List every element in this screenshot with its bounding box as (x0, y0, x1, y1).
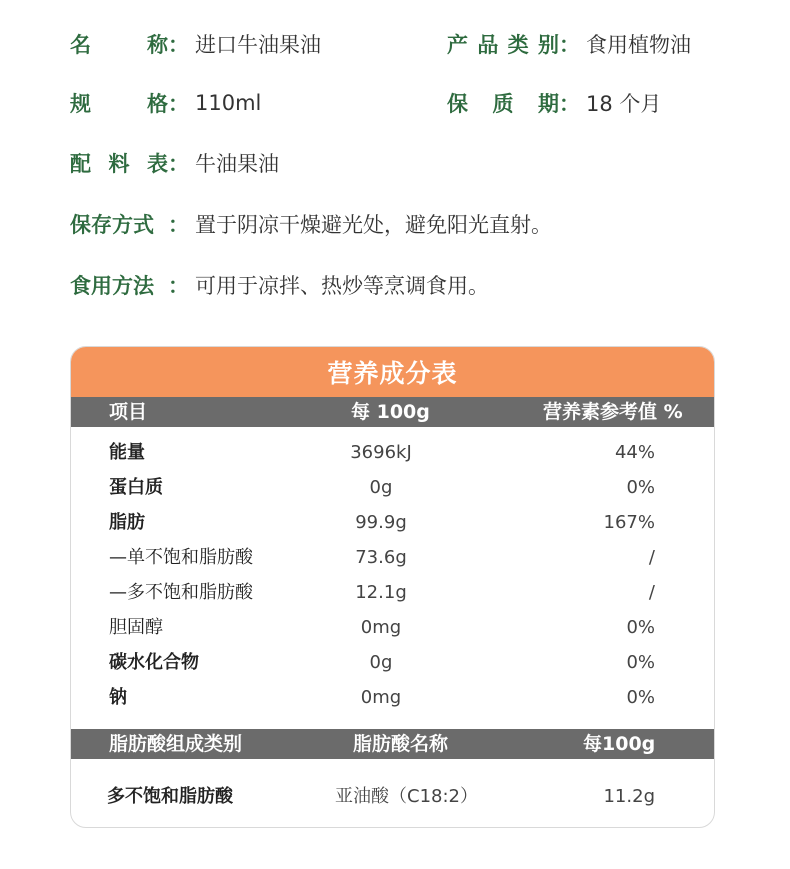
nutrition-row (71, 575, 714, 610)
product-name-value: 进口牛油果油 (195, 33, 321, 57)
row-nrv: / (648, 547, 655, 568)
spec-value: 110ml (195, 91, 262, 115)
header-fatty-name: 脂肪酸名称 (353, 733, 449, 755)
colon: ： (168, 152, 189, 176)
nutrition-row (71, 435, 714, 470)
row-name: 脂肪 (109, 512, 145, 533)
colon: ： (168, 92, 189, 116)
row-nrv: 44% (614, 442, 655, 463)
fatty-acid-header (71, 729, 714, 759)
usage-label: 食用方法 (70, 274, 154, 298)
shelf-life-value: 18 个月 (586, 92, 662, 116)
row-name: 碳水化合物 (109, 652, 199, 673)
shelf-life-row (447, 86, 661, 120)
row-nrv: 0% (626, 617, 655, 638)
usage-value: 可用于凉拌、热炒等烹调食用。 (195, 274, 489, 298)
spec-label: 规 格 (70, 92, 168, 116)
ingredients-value: 牛油果油 (195, 152, 279, 176)
spec-row (70, 86, 261, 120)
row-name: 胆固醇 (109, 617, 163, 638)
storage-label: 保存方式 (70, 213, 154, 237)
row-name: 能量 (109, 442, 145, 463)
product-category-row (447, 27, 691, 61)
row-amount: 73.6g (355, 547, 407, 568)
row-nrv: 167% (603, 512, 655, 533)
fatty-name: 亚油酸（C18:2） (335, 786, 478, 807)
product-name-row (70, 27, 321, 61)
nutrition-title: 营养成分表 (71, 347, 714, 397)
row-name: 钠 (109, 687, 127, 708)
row-amount: 12.1g (355, 582, 407, 603)
product-name-label: 名 称 (70, 33, 168, 57)
nutrition-panel (70, 346, 715, 828)
product-category-label: 产 品 类 别 (447, 33, 559, 57)
row-amount: 0mg (360, 687, 402, 708)
colon: ： (559, 33, 580, 57)
storage-row (70, 207, 552, 241)
row-amount: 99.9g (355, 512, 407, 533)
row-nrv: 0% (626, 477, 655, 498)
row-nrv: 0% (626, 687, 655, 708)
header-fatty-category: 脂肪酸组成类别 (109, 733, 243, 755)
row-nrv: 0% (626, 652, 655, 673)
product-category-value: 食用植物油 (586, 33, 691, 57)
nutrition-row (71, 610, 714, 645)
row-amount: 0mg (360, 617, 402, 638)
row-nrv: / (648, 582, 655, 603)
row-name: —单不饱和脂肪酸 (109, 547, 253, 568)
storage-value: 置于阴凉干燥避光处，避免阳光直射。 (195, 213, 552, 237)
row-amount: 0g (369, 652, 393, 673)
row-name: 蛋白质 (109, 477, 163, 498)
colon: ： (559, 92, 580, 116)
usage-row (70, 268, 489, 302)
nutrition-row (71, 645, 714, 680)
colon: ： (168, 33, 189, 57)
fatty-acid-row (71, 779, 714, 814)
colon: ： (168, 213, 189, 237)
nutrition-row (71, 540, 714, 575)
nutrition-row (71, 470, 714, 505)
nutrition-header (71, 397, 714, 427)
header-nrv: 营养素参考值 % (543, 401, 683, 423)
nutrition-row (71, 680, 714, 715)
header-item: 项目 (109, 401, 148, 423)
nutrition-row (71, 505, 714, 540)
colon: ： (168, 274, 189, 298)
ingredients-row (70, 146, 279, 180)
shelf-life-label: 保 质 期 (447, 92, 559, 116)
header-fatty-per: 每100g (583, 733, 656, 755)
row-amount: 0g (369, 477, 393, 498)
header-per-100g: 每 100g (351, 401, 430, 423)
fatty-category: 多不饱和脂肪酸 (107, 786, 233, 807)
row-amount: 3696kJ (350, 442, 412, 463)
row-name: —多不饱和脂肪酸 (109, 582, 253, 603)
fatty-amount: 11.2g (603, 786, 655, 807)
ingredients-label: 配 料 表 (70, 152, 168, 176)
